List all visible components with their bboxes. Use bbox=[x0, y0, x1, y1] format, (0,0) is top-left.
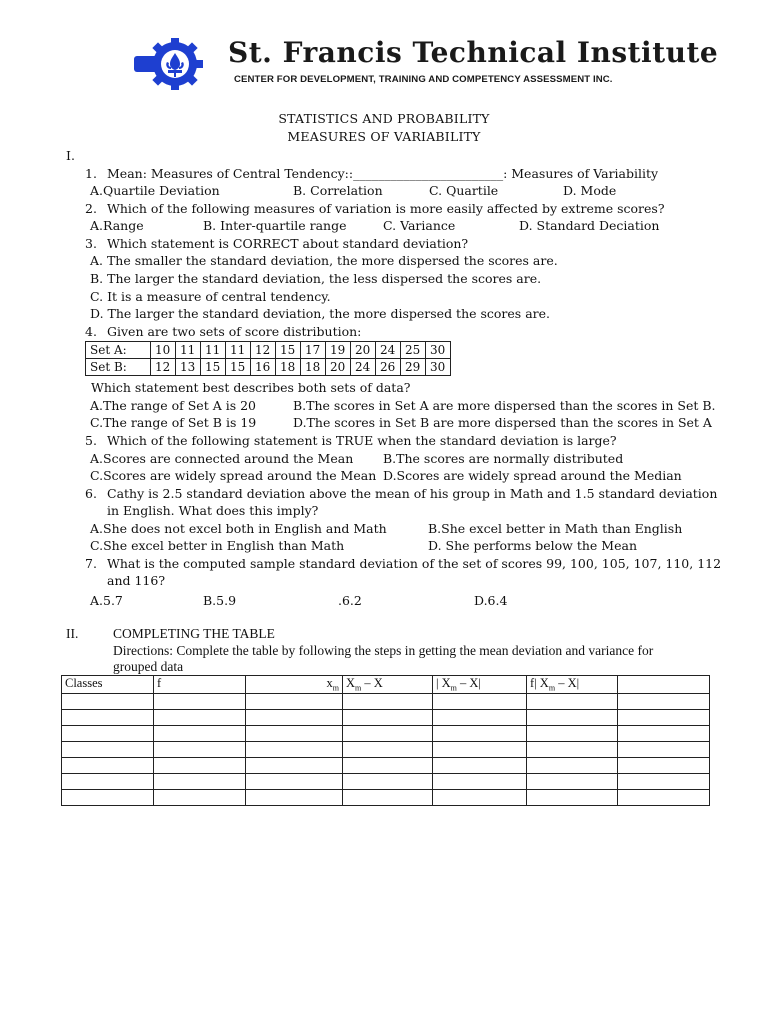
q3-option-d: D. The larger the standard deviation, the more dispersed the scores are. bbox=[90, 306, 550, 321]
q1-option-d: D. Mode bbox=[563, 183, 617, 198]
set-a-score: 10 bbox=[151, 342, 176, 359]
header-f bbox=[154, 676, 246, 694]
q2-option-d: D. Standard Deciation bbox=[519, 218, 660, 233]
set-b-score: 20 bbox=[326, 359, 351, 376]
header-xm bbox=[246, 676, 343, 694]
q7-option-d: D.6.4 bbox=[474, 593, 508, 608]
table-row bbox=[62, 773, 710, 789]
header-abs-deviation-tail: – X| bbox=[456, 676, 481, 690]
set-a-score: 19 bbox=[326, 342, 351, 359]
q1-option-a: A.Quartile Deviation bbox=[90, 183, 220, 198]
header-f-label: f bbox=[157, 676, 162, 690]
set-a-score: 17 bbox=[301, 342, 326, 359]
topic-title: MEASURES OF VARIABILITY bbox=[287, 129, 481, 144]
table-header-row bbox=[62, 676, 710, 694]
q3-number: 3. bbox=[85, 236, 97, 251]
part2-directions-continued: grouped data bbox=[113, 659, 184, 674]
q2-option-c: C. Variance bbox=[383, 218, 456, 233]
set-b-score: 29 bbox=[401, 359, 426, 376]
q4-prompt: Which statement best describes both sets of data? bbox=[91, 380, 411, 395]
q5-option-b: B.The scores are normally distributed bbox=[383, 451, 624, 466]
set-b-label: Set B: bbox=[86, 359, 151, 376]
q6-number: 6. bbox=[85, 486, 97, 501]
q7-text-continued: and 116? bbox=[107, 573, 166, 588]
q4-number: 4. bbox=[85, 324, 97, 339]
header-f-abs-deviation-sub: m bbox=[548, 683, 556, 693]
set-b-score: 16 bbox=[251, 359, 276, 376]
set-b-score: 30 bbox=[426, 359, 451, 376]
q5-number: 5. bbox=[85, 433, 97, 448]
q4-text: Given are two sets of score distribution: bbox=[107, 324, 362, 339]
institute-logo bbox=[134, 36, 216, 92]
q4-option-a: A.The range of Set A is 20 bbox=[90, 398, 256, 413]
q7-text: What is the computed sample standard deviation of the set of scores 99, 100, 105, 107, 110, 112 bbox=[107, 556, 722, 571]
q2-option-b: B. Inter-quartile range bbox=[203, 218, 347, 233]
header-xm-minus-x-label: X bbox=[346, 676, 356, 690]
set-a-score: 11 bbox=[176, 342, 201, 359]
q7-option-a: A.5.7 bbox=[90, 593, 123, 608]
header-xm-minus-x-tail: – X bbox=[361, 676, 383, 690]
table-row bbox=[62, 757, 710, 773]
subject-title: STATISTICS AND PROBABILITY bbox=[278, 111, 490, 126]
q6-option-c: C.She excel better in English than Math bbox=[90, 538, 345, 553]
header-xm-sub: m bbox=[332, 683, 339, 693]
score-distribution-table bbox=[85, 341, 451, 376]
part2-directions: Directions: Complete the table by following the steps in getting the mean deviation and variance for bbox=[113, 643, 654, 658]
q4-option-b: B.The scores in Set A are more dispersed than the scores in Set B. bbox=[293, 398, 716, 413]
q5-text: Which of the following statement is TRUE when the standard deviation is large? bbox=[107, 433, 617, 448]
q1-number: 1. bbox=[85, 166, 97, 181]
part2-label: II. bbox=[66, 626, 79, 641]
set-a-score: 11 bbox=[226, 342, 251, 359]
table-row bbox=[62, 741, 710, 757]
q6-text-continued: in English. What does this imply? bbox=[107, 503, 319, 518]
part2-heading: COMPLETING THE TABLE bbox=[113, 626, 275, 641]
header-abs-deviation-sub: m bbox=[450, 683, 457, 693]
table-row bbox=[62, 789, 710, 805]
header-xm-minus-x bbox=[343, 676, 433, 694]
q2-option-a: A.Range bbox=[90, 218, 144, 233]
part1-label: I. bbox=[66, 148, 75, 163]
set-a-score: 25 bbox=[401, 342, 426, 359]
header-classes bbox=[62, 676, 154, 694]
header-xm-minus-x-sub: m bbox=[355, 683, 362, 693]
set-a-label: Set A: bbox=[86, 342, 151, 359]
set-a-score: 11 bbox=[201, 342, 226, 359]
set-b-row bbox=[86, 359, 451, 376]
grouped-data-table bbox=[61, 675, 710, 806]
set-b-score: 26 bbox=[376, 359, 401, 376]
q2-number: 2. bbox=[85, 201, 97, 216]
set-b-score: 12 bbox=[151, 359, 176, 376]
set-b-score: 13 bbox=[176, 359, 201, 376]
institute-name: St. Francis Technical Institute bbox=[228, 36, 719, 69]
q3-option-b: B. The larger the standard deviation, the less dispersed the scores are. bbox=[90, 271, 542, 286]
q1-option-c: C. Quartile bbox=[429, 183, 499, 198]
q4-option-d: D.The scores in Set B are more dispersed than the scores in Set A bbox=[293, 415, 712, 430]
q3-text: Which statement is CORRECT about standard deviation? bbox=[107, 236, 469, 251]
q7-option-c: .6.2 bbox=[338, 593, 362, 608]
q6-option-a: A.She does not excel both in English and Math bbox=[90, 521, 387, 536]
set-a-score: 12 bbox=[251, 342, 276, 359]
set-a-row bbox=[86, 342, 451, 359]
header-xm-label: x bbox=[326, 676, 333, 690]
set-b-score: 18 bbox=[301, 359, 326, 376]
set-a-score: 20 bbox=[351, 342, 376, 359]
q2-text: Which of the following measures of variation is more easily affected by extreme scores? bbox=[107, 201, 665, 216]
q7-number: 7. bbox=[85, 556, 97, 571]
q1-text: Mean: Measures of Central Tendency::________________________: Measures of Variability bbox=[107, 166, 659, 181]
set-b-score: 15 bbox=[226, 359, 251, 376]
q4-option-c: C.The range of Set B is 19 bbox=[90, 415, 257, 430]
header-classes-label: Classes bbox=[65, 676, 103, 690]
q5-option-d: D.Scores are widely spread around the Median bbox=[383, 468, 682, 483]
header-f-abs-deviation bbox=[527, 676, 618, 694]
header-f-abs-deviation-label: f| X bbox=[530, 676, 549, 690]
institute-tagline: CENTER FOR DEVELOPMENT, TRAINING AND COMPETENCY ASSESSMENT INC. bbox=[234, 74, 613, 85]
q5-option-c: C.Scores are widely spread around the Mean bbox=[90, 468, 377, 483]
header-abs-deviation bbox=[433, 676, 527, 694]
table-row bbox=[62, 709, 710, 725]
table-row bbox=[62, 725, 710, 741]
q6-option-d: D. She performs below the Mean bbox=[428, 538, 637, 553]
header-abs-deviation-label: | X bbox=[436, 676, 451, 690]
set-b-score: 18 bbox=[276, 359, 301, 376]
q6-option-b: B.She excel better in Math than English bbox=[428, 521, 683, 536]
table-row bbox=[62, 693, 710, 709]
set-b-score: 24 bbox=[351, 359, 376, 376]
set-a-score: 15 bbox=[276, 342, 301, 359]
q6-text: Cathy is 2.5 standard deviation above the mean of his group in Math and 1.5 standard deviation bbox=[107, 486, 718, 501]
header-extra bbox=[618, 676, 710, 694]
set-a-score: 24 bbox=[376, 342, 401, 359]
q7-option-b: B.5.9 bbox=[203, 593, 237, 608]
set-a-score: 30 bbox=[426, 342, 451, 359]
q3-option-a: A. The smaller the standard deviation, the more dispersed the scores are. bbox=[90, 253, 558, 268]
header-f-abs-deviation-tail: – X| bbox=[555, 676, 580, 690]
set-b-score: 15 bbox=[201, 359, 226, 376]
q5-option-a: A.Scores are connected around the Mean bbox=[90, 451, 354, 466]
q3-option-c: C. It is a measure of central tendency. bbox=[90, 289, 331, 304]
q1-option-b: B. Correlation bbox=[293, 183, 383, 198]
